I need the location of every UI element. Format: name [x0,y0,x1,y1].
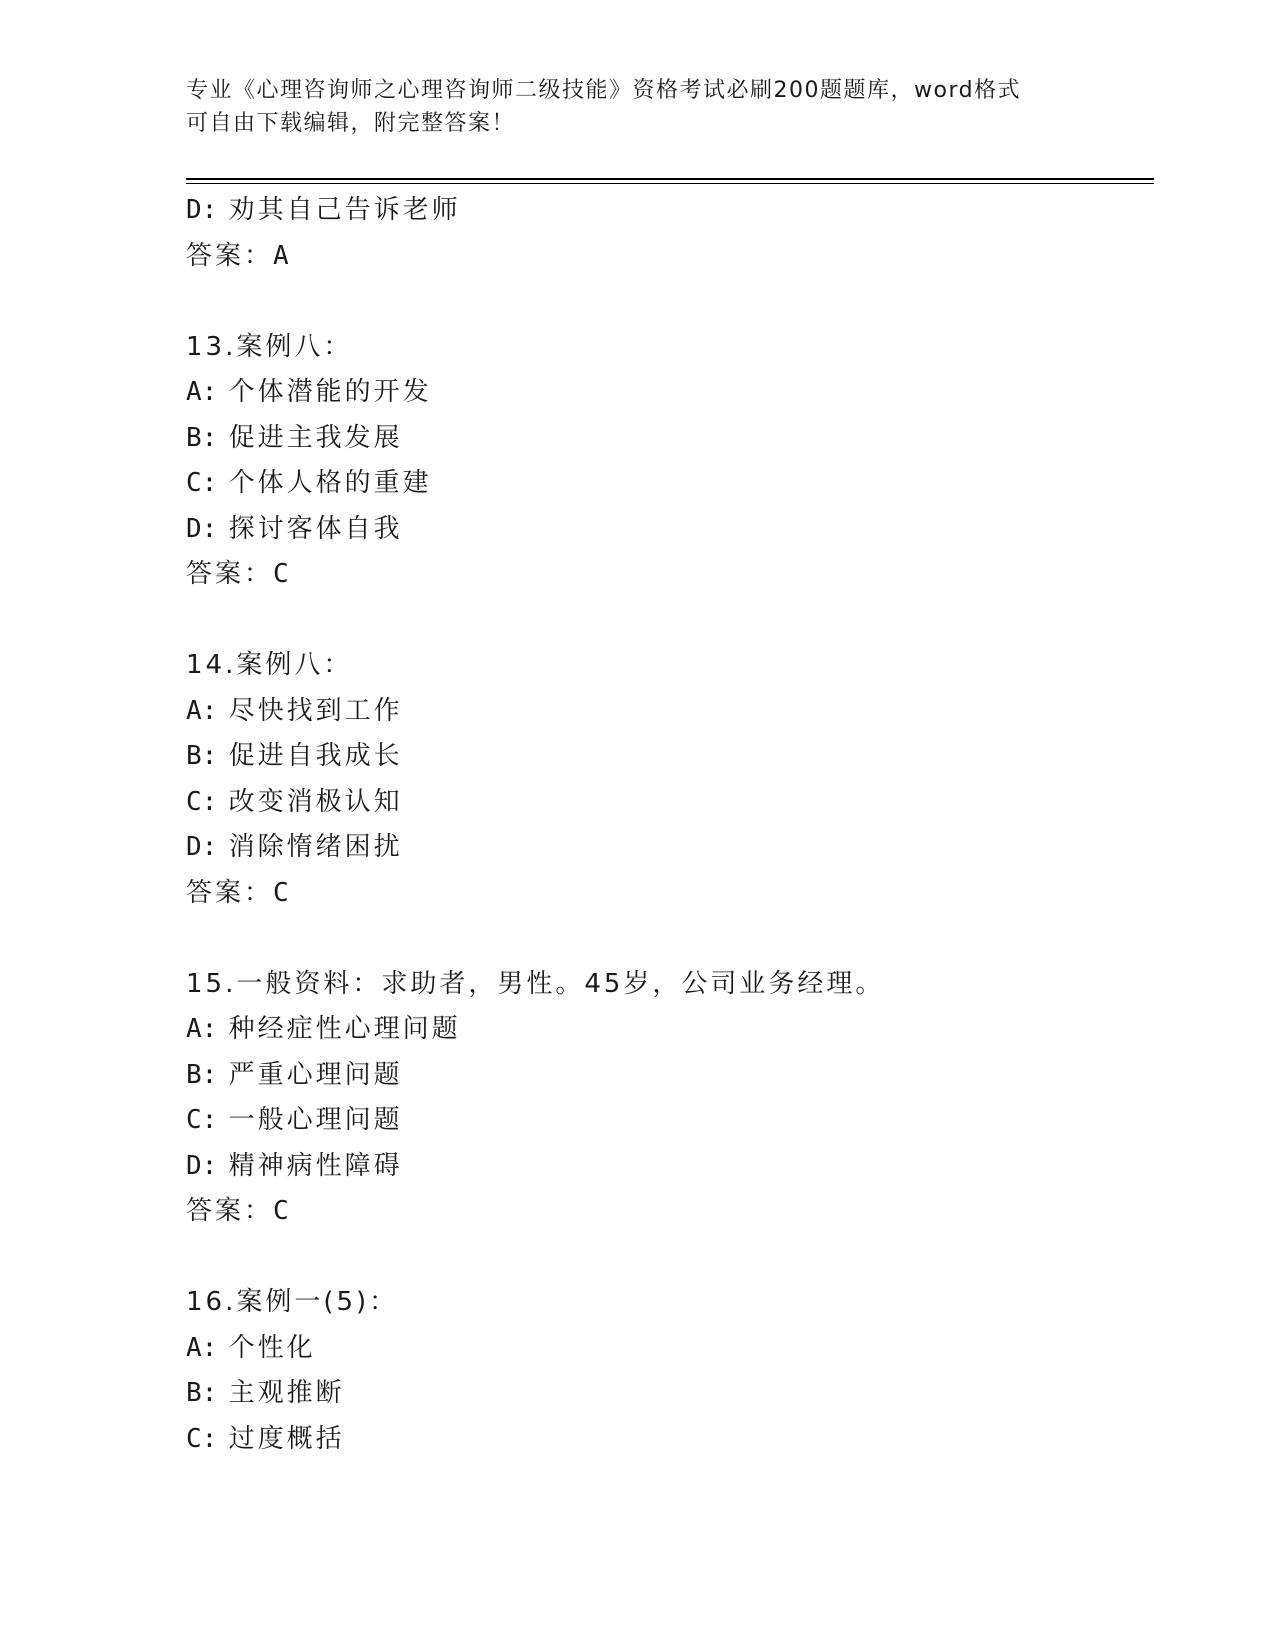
answer-value: C [273,877,292,908]
option-line [186,780,1146,826]
option-line [186,1417,1146,1463]
option-line [186,1326,1146,1372]
option-prefix: C: [186,1423,218,1454]
answer-line [186,234,1146,280]
option-text: 促进自我成长 [228,741,403,771]
answer-value: C [273,559,292,589]
option-text: 个性化 [228,1332,316,1363]
option-line [186,370,1146,416]
question-stem: 15.一般资料：求助者，男性。45岁，公司业务经理。 [186,968,885,999]
option-text: 消除惰绪困扰 [228,832,403,862]
option-line [186,734,1146,780]
option-prefix: D: [186,513,218,544]
option-prefix: C: [186,786,218,817]
option-line [186,825,1146,871]
option-line [186,416,1146,462]
question-stem: 13.案例八： [186,331,353,362]
option-line [186,1053,1146,1099]
option-prefix: B: [186,1059,218,1090]
header-line-2: 可自由下载编辑，附完整答案！ [186,111,516,136]
option-prefix: C: [186,1105,218,1135]
option-prefix: D: [186,195,218,225]
answer-value: C [273,1196,292,1226]
option-text: 劝其自己告诉老师 [228,195,461,225]
option-line [186,1371,1146,1417]
header-divider-thin [186,183,1154,184]
answer-line [186,1189,1146,1235]
option-prefix: C: [186,468,218,498]
option-prefix: A: [186,377,218,407]
document-header [186,74,1086,140]
option-text: 个体潜能的开发 [228,377,432,407]
answer-label: 答案： [186,559,274,589]
option-text: 严重心理问题 [228,1059,403,1090]
option-text: 过度概括 [228,1423,345,1454]
option-line [186,1098,1146,1144]
option-text: 尽快找到工作 [228,695,403,726]
option-prefix: A: [186,1332,218,1363]
header-divider-thick [186,178,1154,180]
option-line [186,461,1146,507]
option-line [186,689,1146,735]
header-line-1: 专业《心理咨询师之心理咨询师二级技能》资格考试必刷200题题库，word格式 [186,78,1022,103]
option-prefix: D: [186,1150,218,1181]
option-prefix: B: [186,1378,218,1408]
option-text: 一般心理问题 [228,1105,403,1135]
question-list [186,188,1146,1462]
question-stem: 16.案例一(5)： [186,1287,399,1317]
option-text: 促进主我发展 [228,422,403,453]
option-text: 主观推断 [228,1378,345,1408]
option-prefix: A: [186,1014,218,1044]
option-text: 改变消极认知 [228,786,403,817]
option-text: 个体人格的重建 [228,468,432,498]
option-line [186,1007,1146,1053]
question-stem: 14.案例八： [186,650,353,680]
option-prefix: B: [186,741,218,771]
answer-label: 答案： [186,1196,274,1226]
answer-line [186,552,1146,598]
option-line [186,1144,1146,1190]
option-text: 种经症性心理问题 [228,1014,461,1044]
answer-line [186,871,1146,917]
option-prefix: B: [186,422,218,453]
option-prefix: D: [186,832,218,862]
option-line [186,188,1146,234]
answer-label: 答案： [186,877,274,908]
option-prefix: A: [186,695,218,726]
option-text: 探讨客体自我 [228,513,403,544]
option-text: 精神病性障碍 [228,1150,403,1181]
answer-value: A [273,240,292,271]
answer-label: 答案： [186,240,274,271]
option-line [186,507,1146,553]
